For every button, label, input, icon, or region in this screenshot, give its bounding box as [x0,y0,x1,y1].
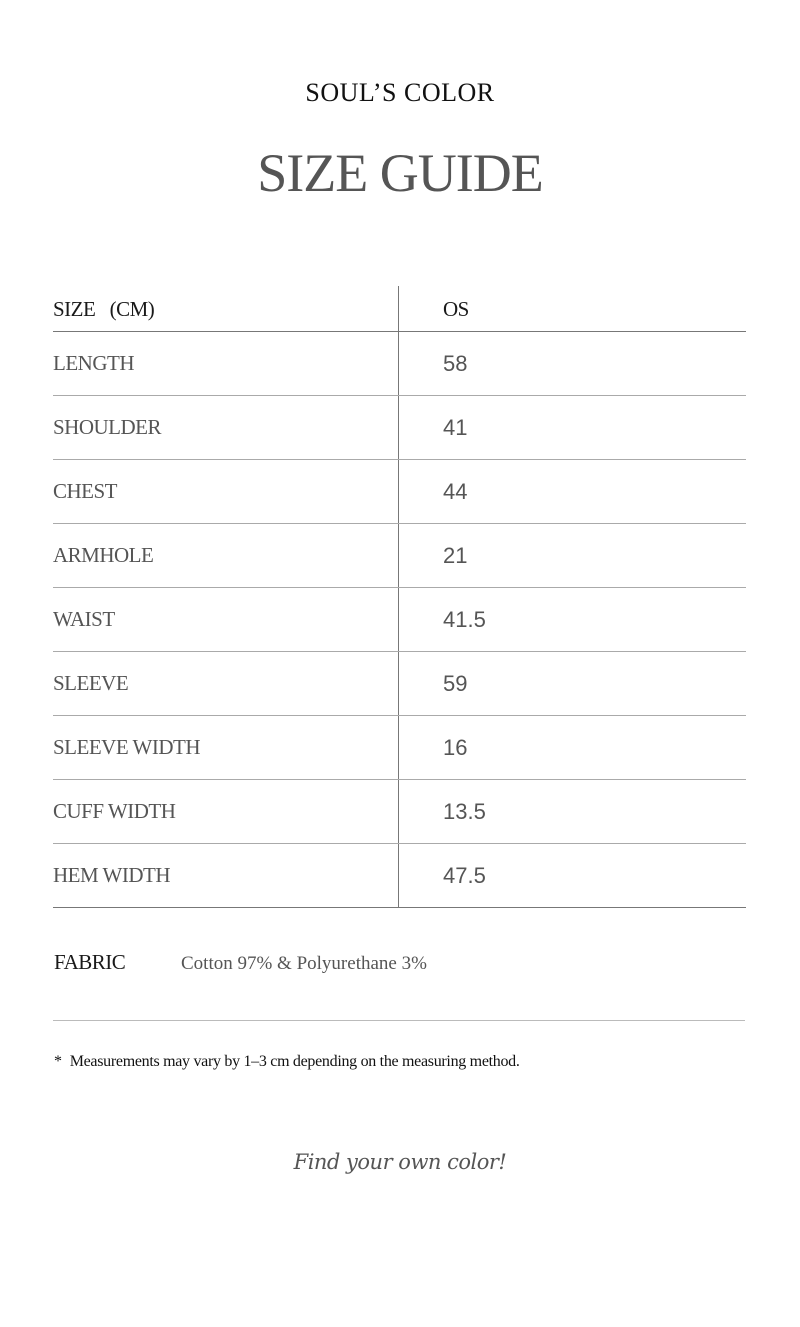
fabric-composition: Cotton 97% & Polyurethane 3% [181,953,427,974]
fabric-info [54,950,427,975]
measurement-value: 41 [443,414,468,440]
brand-tagline: Find your own color! [293,1150,507,1174]
measurement-label: ARMHOLE [53,524,399,587]
measurement-value: 21 [443,542,468,568]
measurement-value: 47.5 [443,862,486,888]
brand-logo: SOUL’S COLOR [305,78,495,107]
table-row [53,844,746,908]
table-row [53,716,746,780]
size-table-header [53,286,746,332]
measurement-value: 44 [443,478,468,504]
table-row [53,460,746,524]
size-table [53,286,746,908]
measurement-label: SHOULDER [53,396,399,459]
measurement-label: CUFF WIDTH [53,780,399,843]
measurement-label: HEM WIDTH [53,844,399,907]
table-row [53,588,746,652]
header-size-label: SIZE (CM) [53,286,399,331]
fabric-label: FABRIC [54,950,126,974]
table-row [53,332,746,396]
measurement-label: LENGTH [53,332,399,395]
measurement-value: 13.5 [443,798,486,824]
measurement-value: 41.5 [443,606,486,632]
section-divider [53,1020,745,1021]
measurement-value: 58 [443,350,468,376]
table-row [53,780,746,844]
measurement-note [54,1053,520,1071]
measurement-label: SLEEVE [53,652,399,715]
measurement-label: SLEEVE WIDTH [53,716,399,779]
measurement-value: 59 [443,670,468,696]
measurement-label: CHEST [53,460,399,523]
note-asterisk: * [54,1053,62,1070]
table-row [53,396,746,460]
page-title: SIZE GUIDE [257,143,543,203]
note-text: Measurements may vary by 1–3 cm depending on the measuring method. [69,1053,520,1070]
table-row [53,652,746,716]
measurement-label: WAIST [53,588,399,651]
measurement-value: 16 [443,734,468,760]
table-row [53,524,746,588]
header-size-value: OS [443,297,469,321]
